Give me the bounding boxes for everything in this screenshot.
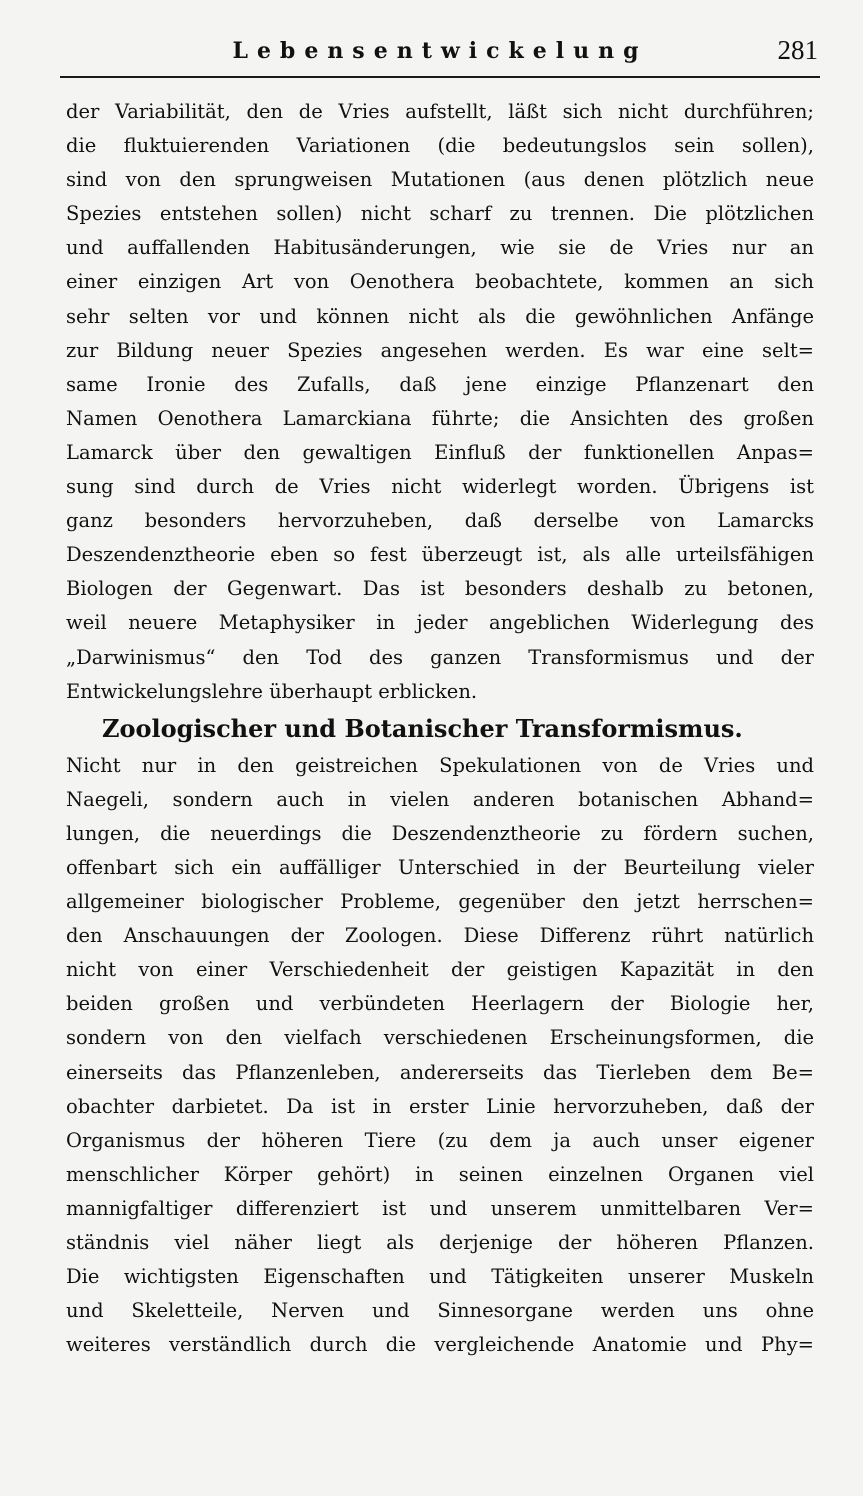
text-line: sondern von den vielfach verschiedenen Erscheinungsformen, die	[66, 1026, 814, 1050]
page-number: 281	[777, 35, 818, 65]
text-line: ständnis viel näher liegt als derjenige der höheren Pflanzen.	[66, 1231, 814, 1254]
text-line: der Variabilität, den de Vries aufstellt, läßt sich nicht durchführen;	[66, 100, 814, 123]
text-line: Deszendenztheorie eben so fest überzeugt ist, als alle urteilsfähigen	[66, 543, 814, 567]
paragraph-2	[66, 749, 814, 1363]
text-line: menschlicher Körper gehört) in seinen einzelnen Organen viel	[66, 1162, 814, 1186]
text-line: ganz besonders hervorzuheben, daß derselbe von Lamarcks	[66, 509, 814, 533]
text-line: weiteres verständlich durch die vergleichende Anatomie und Phy=	[66, 1333, 814, 1357]
text-line: nicht von einer Verschiedenheit der geistigen Kapazität in den	[66, 958, 814, 982]
text-line: den Anschauungen der Zoologen. Diese Differenz rührt natürlich	[66, 924, 814, 948]
text-line: die fluktuierenden Variationen (die bedeutungslos sein sollen),	[66, 134, 814, 158]
text-line: same Ironie des Zufalls, daß jene einzige Pflanzenart den	[66, 372, 814, 396]
text-line: Lamarck über den gewaltigen Einfluß der funktionellen Anpas=	[66, 440, 814, 464]
paragraph-1	[66, 95, 814, 709]
text-line: Naegeli, sondern auch in vielen anderen botanischen Abhand=	[66, 787, 814, 811]
text-line: Organismus der höheren Tiere (zu dem ja auch unser eigener	[66, 1128, 814, 1152]
text-line: beiden großen und verbündeten Heerlagern der Biologie her,	[66, 992, 814, 1016]
text-line: Spezies entstehen sollen) nicht scharf zu trennen. Die plötzlichen	[66, 202, 814, 226]
running-head	[60, 32, 820, 78]
text-line: und Skeletteile, Nerven und Sinnesorgane werden uns ohne	[66, 1299, 814, 1323]
text-line: obachter darbietet. Da ist in erster Linie hervorzuheben, daß der	[66, 1094, 814, 1118]
text-line: sung sind durch de Vries nicht widerlegt worden. Übrigens ist	[66, 475, 814, 499]
text-line: allgemeiner biologischer Probleme, gegenüber den jetzt herrschen=	[66, 890, 814, 914]
text-line: Entwickelungslehre überhaupt erblicken.	[66, 679, 478, 703]
text-line: einer einzigen Art von Oenothera beobachtete, kommen an sich	[66, 270, 814, 294]
text-line: weil neuere Metaphysiker in jeder angeblichen Widerlegung des	[66, 611, 814, 635]
text-line: Die wichtigsten Eigenschaften und Tätigkeiten unserer Muskeln	[66, 1265, 814, 1289]
section-heading: Zoologischer und Botanischer Transformismus.	[102, 713, 743, 743]
text-line: „Darwinismus“ den Tod des ganzen Transformismus und der	[66, 645, 814, 669]
text-line: Nicht nur in den geistreichen Spekulationen von de Vries und	[66, 753, 814, 777]
text-line: einerseits das Pflanzenleben, andererseits das Tierleben dem Be=	[66, 1060, 814, 1084]
text-line: und auffallenden Habitusänderungen, wie sie de Vries nur an	[66, 236, 814, 260]
text-line: sind von den sprungweisen Mutationen (aus denen plötzlich neue	[66, 168, 814, 192]
text-line: lungen, die neuerdings die Deszendenztheorie zu fördern suchen,	[66, 821, 814, 845]
text-line: mannigfaltiger differenziert ist und unserem unmittelbaren Ver=	[66, 1196, 814, 1220]
text-line: Namen Oenothera Lamarckiana führte; die Ansichten des großen	[66, 406, 814, 430]
body-text	[66, 95, 814, 1362]
text-line: offenbart sich ein auffälliger Unterschied in der Beurteilung vieler	[66, 855, 814, 879]
text-line: Biologen der Gegenwart. Das ist besonders deshalb zu betonen,	[66, 577, 814, 601]
running-title: Lebensentwickelung	[232, 38, 648, 64]
text-line: zur Bildung neuer Spezies angesehen werden. Es war eine selt=	[66, 338, 814, 362]
text-line: sehr selten vor und können nicht als die gewöhnlichen Anfänge	[66, 304, 814, 328]
